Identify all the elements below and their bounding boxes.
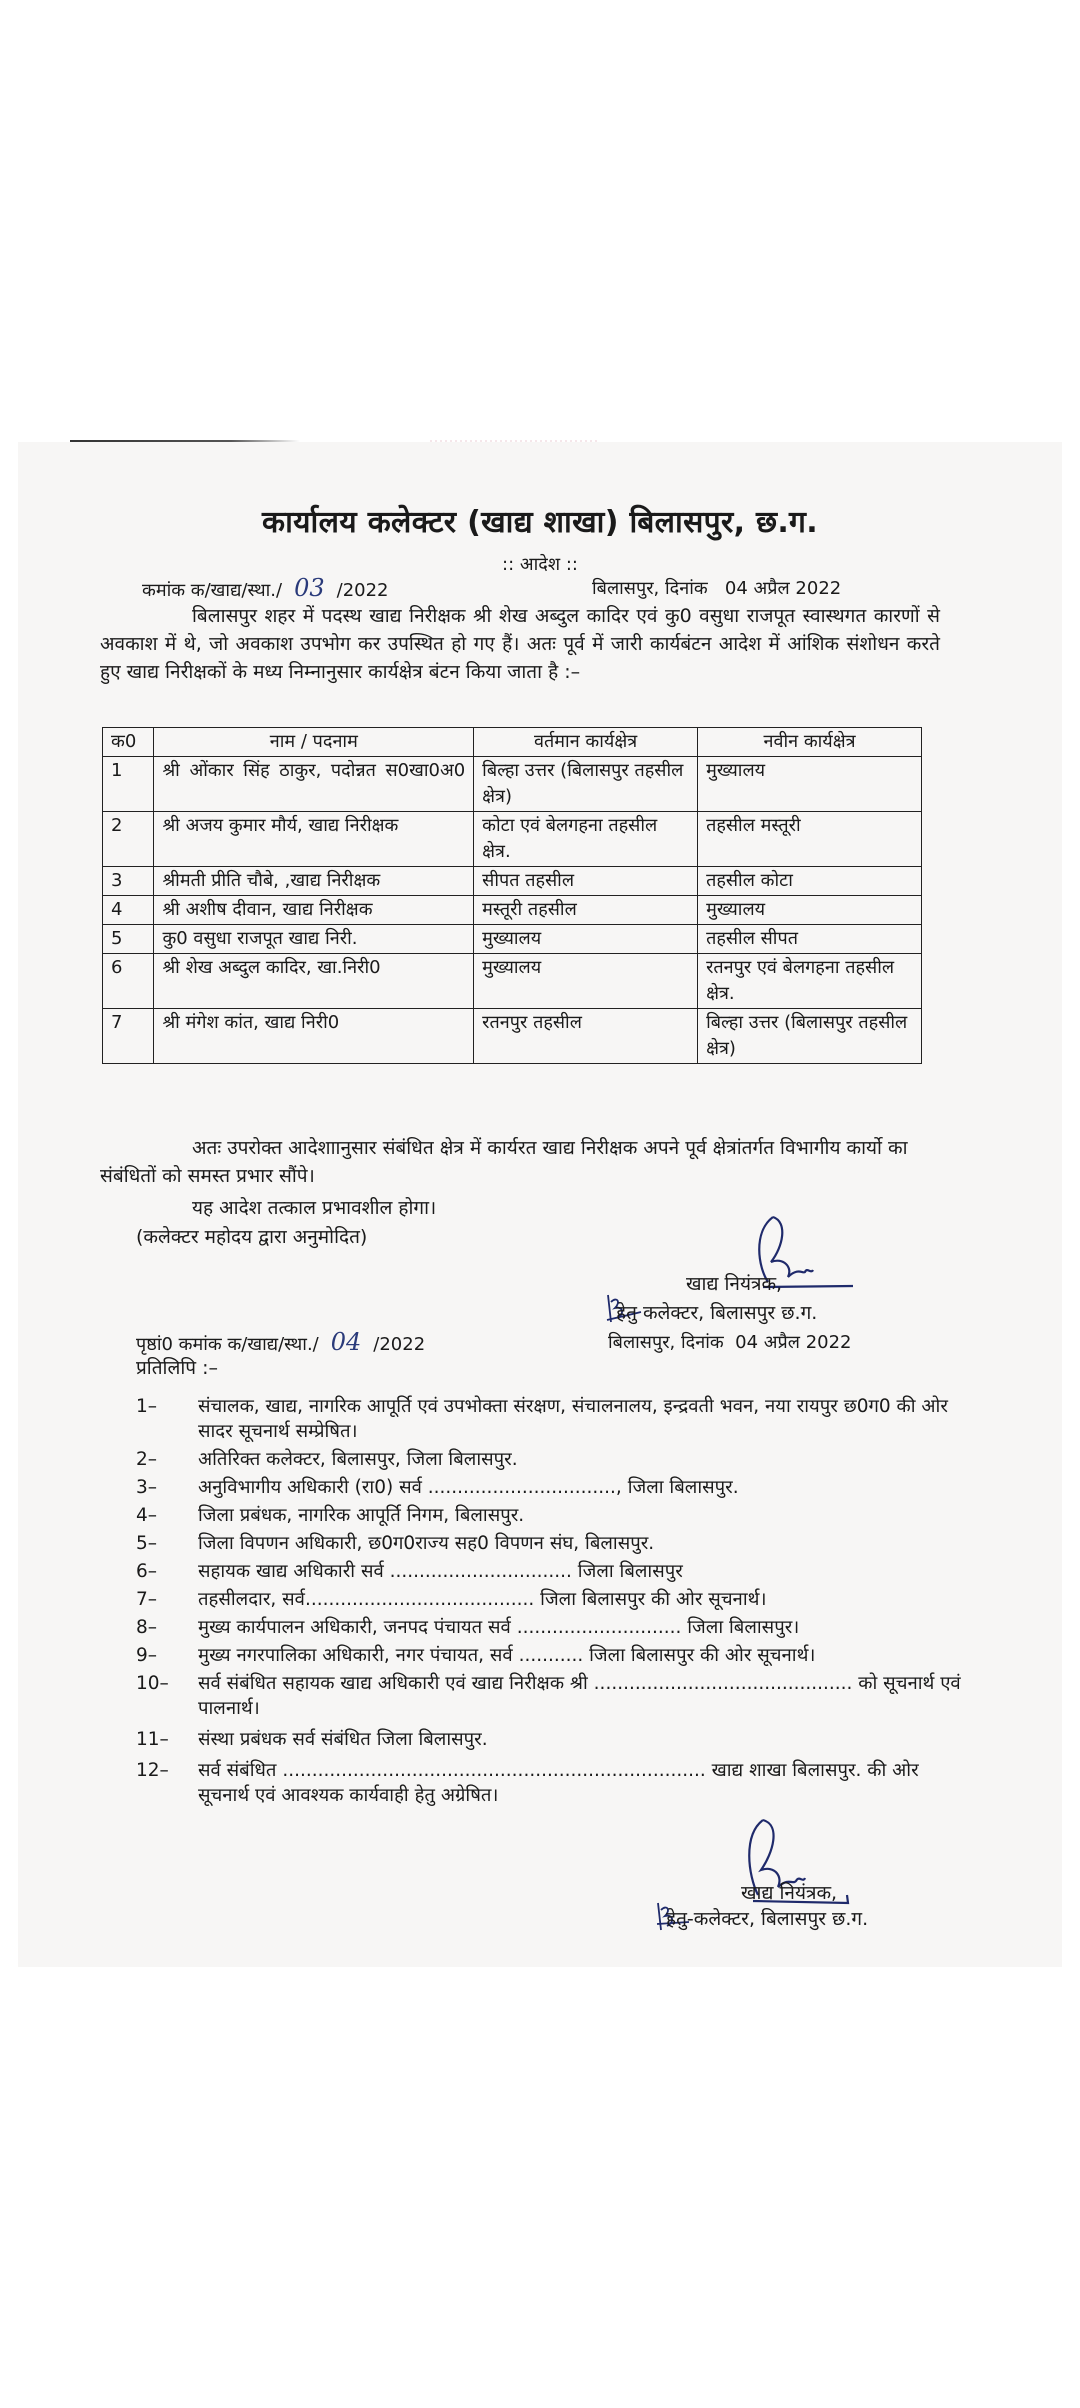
- cell-current: रतनपुर तहसील: [474, 1009, 698, 1064]
- endorsement-place-date-label: बिलासपुर, दिनांक: [608, 1332, 724, 1353]
- signature-designation-1: खाद्य नियंत्रक,: [686, 1273, 783, 1295]
- order-label: :: आदेश ::: [502, 554, 578, 575]
- table-row: [103, 867, 922, 896]
- list-item: [136, 1758, 966, 1808]
- list-item: [136, 1727, 966, 1752]
- list-item: [136, 1643, 966, 1668]
- list-item-number: 7–: [136, 1589, 158, 1610]
- cell-new: तहसील कोटा: [698, 867, 922, 896]
- list-item-text: अतिरिक्त कलेक्टर, बिलासपुर, जिला बिलासपुर.: [198, 1449, 518, 1470]
- cell-serial: 1: [103, 757, 154, 812]
- list-item-number: 5–: [136, 1533, 158, 1554]
- list-item: [136, 1615, 966, 1640]
- list-item-number: 6–: [136, 1561, 158, 1582]
- cell-current: कोटा एवं बेलगहना तहसील क्षेत्र.: [474, 812, 698, 867]
- list-item-text: सर्व संबंधित ........................................................................ खाद्य शाखा बिलासपुर. की ओर सूचनार्थ एवं आवश्यक कार्यवाही हेतु अग्रेषित।: [198, 1760, 919, 1806]
- endorsement-ref-number: 04: [330, 1328, 362, 1356]
- cell-new: रतनपुर एवं बेलगहना तहसील क्षेत्र.: [698, 954, 922, 1009]
- list-item: [136, 1531, 966, 1556]
- cell-serial: 4: [103, 896, 154, 925]
- list-item-number: 4–: [136, 1505, 158, 1526]
- list-item-text: तहसीलदार, सर्व....................................... जिला बिलासपुर की ओर सूचनार्थ।: [198, 1589, 767, 1610]
- cell-name: श्री मंगेश कांत, खाद्य निरी0: [154, 1009, 474, 1064]
- table-header-row: [103, 728, 922, 757]
- cell-current: बिल्हा उत्तर (बिलासपुर तहसील क्षेत्र): [474, 757, 698, 812]
- cell-current: मस्तूरी तहसील: [474, 896, 698, 925]
- cell-name: कु0 वसुधा राजपूत खाद्य निरी.: [154, 925, 474, 954]
- list-item-number: 11–: [136, 1729, 169, 1750]
- list-item: [136, 1559, 966, 1584]
- cell-current: मुख्यालय: [474, 954, 698, 1009]
- table-row: [103, 954, 922, 1009]
- endorsement-ref-year: /2022: [373, 1334, 426, 1355]
- cell-name: श्री अजय कुमार मौर्य, खाद्य निरीक्षक: [154, 812, 474, 867]
- header-new-area: नवीन कार्यक्षेत्र: [698, 728, 922, 757]
- list-item-number: 9–: [136, 1645, 158, 1666]
- list-item-text: अनुविभागीय अधिकारी (रा0) सर्व ................................, जिला बिलासपुर.: [198, 1477, 739, 1498]
- list-item-number: 2–: [136, 1449, 158, 1470]
- cell-new: मुख्यालय: [698, 896, 922, 925]
- order-ref-number: 03: [294, 574, 325, 602]
- list-item-text: सर्व संबंधित सहायक खाद्य अधिकारी एवं खाद्य निरीक्षक श्री ............................................ को सूचनार्थ एवं पालनार्थ।: [198, 1673, 961, 1719]
- handover-paragraph: [100, 1134, 940, 1190]
- cell-name: श्री शेख अब्दुल कादिर, खा.निरी0: [154, 954, 474, 1009]
- endorsement-reference-line: [136, 1328, 936, 1359]
- list-item: [136, 1503, 966, 1528]
- endorsement-ref-prefix: पृष्ठां0 कमांक क/खाद्य/स्था./: [136, 1334, 319, 1355]
- cell-current: मुख्यालय: [474, 925, 698, 954]
- header-name-designation: नाम / पदनाम: [154, 728, 474, 757]
- list-item: [136, 1447, 966, 1472]
- list-item-text: संस्था प्रबंधक सर्व संबंधित जिला बिलासपुर.: [198, 1729, 488, 1750]
- list-item-number: 8–: [136, 1617, 158, 1638]
- cell-name: श्री ओंकार सिंह ठाकुर, पदोन्नत स0खा0अ0: [154, 757, 474, 812]
- list-item: [136, 1394, 966, 1444]
- cell-serial: 6: [103, 954, 154, 1009]
- cell-serial: 2: [103, 812, 154, 867]
- order-document: [18, 442, 1062, 1967]
- office-title: कार्यालय कलेक्टर (खाद्य शाखा) बिलासपुर, छ.ग.: [262, 505, 818, 540]
- list-item-number: 3–: [136, 1477, 158, 1498]
- endorsement-date: 04 अप्रैल 2022: [735, 1332, 852, 1353]
- list-item-text: संचालक, खाद्य, नागरिक आपूर्ति एवं उपभोक्ता संरक्षण, संचालनालय, इन्द्रवती भवन, नया रायपुर छ0ग0 की ओर सादर सूचनार्थ सम्प्रेषित।: [198, 1396, 948, 1442]
- header-serial: क0: [103, 728, 154, 757]
- handover-text: अतः उपरोक्त आदेशाानुसार संबंधित क्षेत्र में कार्यरत खाद्य निरीक्षक अपने पूर्व क्षेत्रांतर्गत विभागीय कार्यो का संबंधितों को समस्त प्रभार सौंपे।: [100, 1137, 908, 1187]
- intro-paragraph-text: बिलासपुर शहर में पदस्थ खाद्य निरीक्षक श्री शेख अब्दुल कादिर एवं कु0 वसुधा राजपूत स्वास्थगत कारणों से अवकाश में थे, जो अवकाश उपभोग कर उपस्थित हो गए हैं। अतः पूर्व में जारी कार्यबंटन आदेश में आंशिक संशोधन करते हुए खाद्य निरीक्षकों के मध्य निम्नानुसार कार्यक्षेत्र बंटन किया जाता है :–: [100, 605, 940, 683]
- cell-serial: 7: [103, 1009, 154, 1064]
- table-row: [103, 925, 922, 954]
- list-item-number: 12–: [136, 1760, 169, 1781]
- copy-to-list: [136, 1394, 966, 1811]
- order-ref-prefix: कमांक क/खाद्य/स्था./: [142, 580, 283, 601]
- list-item: [136, 1475, 966, 1500]
- cell-serial: 5: [103, 925, 154, 954]
- list-item-text: जिला प्रबंधक, नागरिक आपूर्ति निगम, बिलासपुर.: [198, 1505, 525, 1526]
- cell-serial: 3: [103, 867, 154, 896]
- cell-current: सीपत तहसील: [474, 867, 698, 896]
- signature-office-2: हेतु-कलेक्टर, बिलासपुर छ.ग.: [666, 1908, 869, 1930]
- list-item: [136, 1671, 966, 1721]
- order-ref-year: /2022: [336, 580, 389, 601]
- copy-to-heading: प्रतिलिपि :–: [136, 1357, 219, 1379]
- list-item-text: जिला विपणन अधिकारी, छ0ग0राज्य सह0 विपणन संघ, बिलासपुर.: [198, 1533, 655, 1554]
- order-reference-line: [142, 574, 942, 605]
- effective-statement: यह आदेश तत्काल प्रभावशील होगा।: [192, 1197, 437, 1219]
- allocation-table: [102, 727, 922, 1064]
- list-item-text: मुख्य कार्यपालन अधिकारी, जनपद पंचायत सर्व ............................ जिला बिलासपुर।: [198, 1617, 800, 1638]
- signature-designation-2: खाद्य नियंत्रक,: [741, 1882, 838, 1904]
- order-date: 04 अप्रैल 2022: [724, 578, 842, 599]
- header-current-area: वर्तमान कार्यक्षेत्र: [474, 728, 698, 757]
- list-item-text: मुख्य नगरपालिका अधिकारी, नगर पंचायत, सर्व ........... जिला बिलासपुर की ओर सूचनार्थ।: [198, 1645, 816, 1666]
- list-item: [136, 1587, 966, 1612]
- list-item-text: सहायक खाद्य अधिकारी सर्व ............................... जिला बिलासपुर: [198, 1561, 683, 1582]
- list-item-number: 10–: [136, 1673, 169, 1694]
- table-row: [103, 812, 922, 867]
- approval-note: (कलेक्टर महोदय द्वारा अनुमोदित): [136, 1226, 368, 1248]
- table-row: [103, 896, 922, 925]
- cell-new: बिल्हा उत्तर (बिलासपुर तहसील क्षेत्र): [698, 1009, 922, 1064]
- intro-paragraph: [100, 602, 940, 686]
- table-row: [103, 757, 922, 812]
- cell-name: श्रीमती प्रीति चौबे, ,खाद्य निरीक्षक: [154, 867, 474, 896]
- document-page: [18, 442, 1062, 1967]
- order-place-date-label: बिलासपुर, दिनांक: [592, 578, 708, 599]
- cell-new: तहसील सीपत: [698, 925, 922, 954]
- cell-new: तहसील मस्तूरी: [698, 812, 922, 867]
- cell-new: मुख्यालय: [698, 757, 922, 812]
- table-row: [103, 1009, 922, 1064]
- list-item-number: 1–: [136, 1396, 158, 1417]
- signature-office-1: हेतु कलेक्टर, बिलासपुर छ.ग.: [616, 1302, 818, 1324]
- cell-name: श्री अशीष दीवान, खाद्य निरीक्षक: [154, 896, 474, 925]
